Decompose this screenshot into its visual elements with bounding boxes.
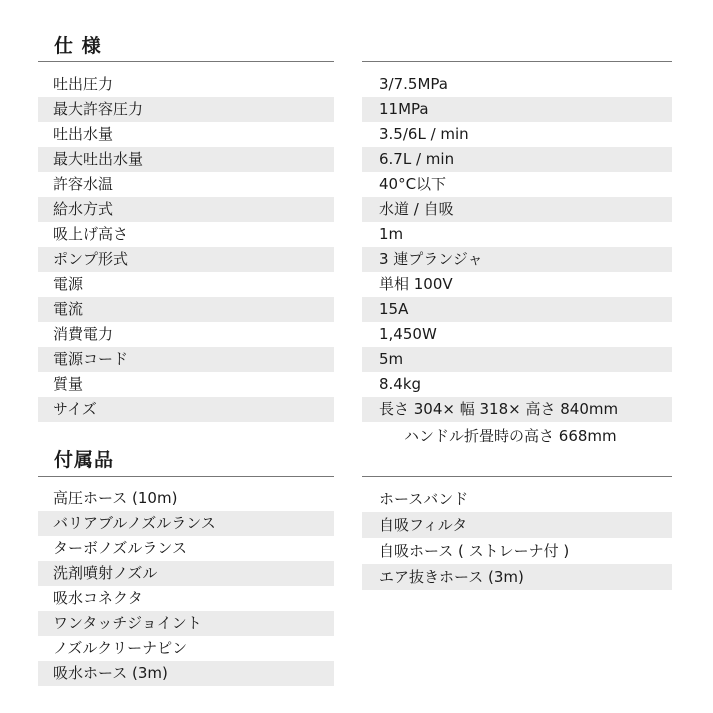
accessory-item: ターボノズルランス	[53, 539, 187, 557]
spec-label: 電流	[38, 297, 334, 322]
accessory-item: ワンタッチジョイント	[38, 611, 334, 636]
accessories-right-list	[362, 486, 672, 590]
spec-label: 吐出水量	[53, 125, 114, 143]
accessories-right-divider	[362, 476, 672, 477]
spec-label: 最大吐出水量	[38, 147, 334, 172]
spec-label: 許容水温	[53, 175, 114, 193]
spec-value: 単相 100V	[379, 275, 453, 293]
spec-value-column	[362, 72, 672, 422]
spec-value: 6.7L / min	[362, 147, 672, 172]
spec-label: 吐出圧力	[53, 75, 114, 93]
accessory-item: 自吸フィルタ	[362, 512, 672, 538]
spec-value: 40°C以下	[379, 175, 447, 193]
spec-label: 給水方式	[38, 197, 334, 222]
spec-value: 8.4kg	[379, 375, 422, 393]
spec-value: 3 連プランジャ	[362, 247, 672, 272]
spec-label: 電源コード	[38, 347, 334, 372]
spec-label: サイズ	[38, 397, 334, 422]
spec-value: 水道 / 自吸	[362, 197, 672, 222]
spec-title: 仕 様	[54, 35, 102, 57]
spec-label: 最大許容圧力	[38, 97, 334, 122]
accessory-item: 吸水ホース (3m)	[38, 661, 334, 686]
accessories-title: 付属品	[54, 449, 115, 471]
spec-value: 長さ 304× 幅 318× 高さ 840mm	[362, 397, 672, 422]
spec-label-divider	[38, 61, 334, 62]
accessory-item: 洗剤噴射ノズル	[38, 561, 334, 586]
accessory-item: 自吸ホース ( ストレーナ付 )	[379, 542, 570, 560]
spec-label: 電源	[53, 275, 84, 293]
spec-value: 11MPa	[362, 97, 672, 122]
spec-label: 消費電力	[53, 325, 114, 343]
accessory-item: エア抜きホース (3m)	[362, 564, 672, 590]
spec-label: 吸上げ高さ	[53, 225, 129, 243]
accessory-item: バリアブルノズルランス	[38, 511, 334, 536]
size-note: ハンドル折畳時の高さ 668mm	[404, 427, 617, 445]
spec-label: ポンプ形式	[38, 247, 334, 272]
spec-value: 1m	[379, 225, 404, 243]
accessory-item: 吸水コネクタ	[53, 589, 143, 607]
spec-value: 1,450W	[379, 325, 437, 343]
accessories-left-list	[38, 486, 334, 686]
spec-label: 質量	[53, 375, 84, 393]
accessories-left-divider	[38, 476, 334, 477]
accessory-item: ホースバンド	[379, 490, 469, 508]
spec-value: 3/7.5MPa	[379, 75, 448, 93]
spec-label-column	[38, 72, 334, 422]
spec-value: 15A	[362, 297, 672, 322]
accessory-item: 高圧ホース (10m)	[53, 489, 178, 507]
spec-value-divider	[362, 61, 672, 62]
spec-value: 5m	[362, 347, 672, 372]
spec-value: 3.5/6L / min	[379, 125, 469, 143]
accessory-item: ノズルクリーナピン	[53, 639, 188, 657]
